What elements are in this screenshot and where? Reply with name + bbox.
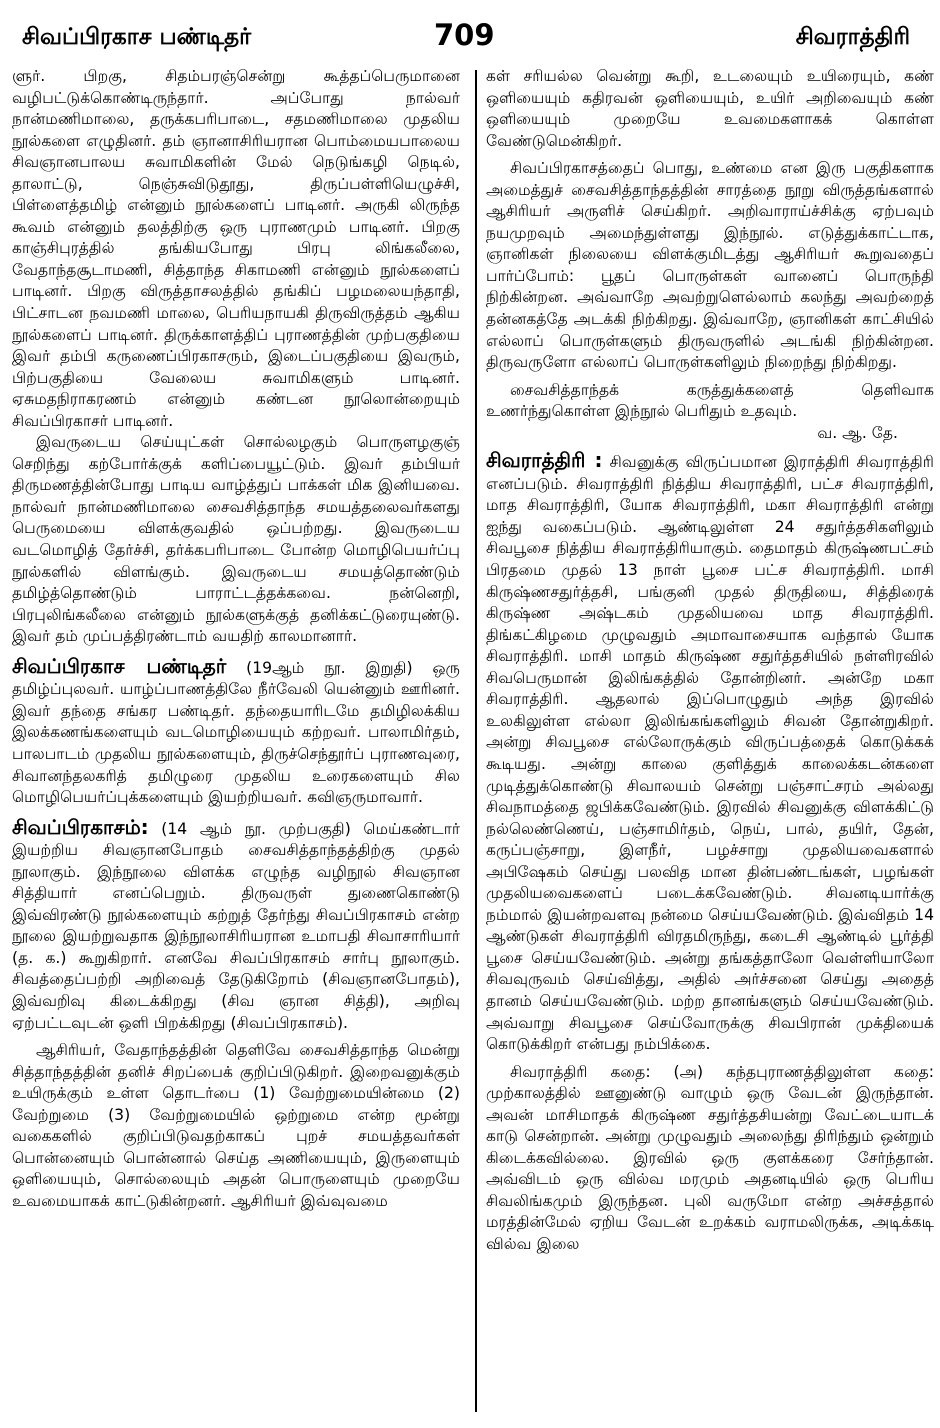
entry-heading: சிவப்பிரகாசம்: bbox=[12, 814, 149, 839]
entry-sivaprakasa-pandithar bbox=[12, 653, 460, 809]
entry-heading: சிவராத்திரி : bbox=[486, 448, 603, 473]
entry-period: (19ஆம் நூ. இறுதி) bbox=[246, 658, 413, 677]
entry-body: மெய்கண்டார் இயற்றிய சிவஞானபோதம் சைவசித்தாந்தத்திற்கு முதல் நூலாகும். இந்நூலை விளக்க எழுந்த வழிநூல் சிவஞான சித்தியார் எனப்பெறும். திருவருள் துணைகொண்டு இவ்விரண்டு நூல்களையும் கற்றுத் தேர்ந்து சிவப்பிரகாசம் என்ற நூலை இயற்றுவதாக இந்நூலாசிரியரான உமாபதி சிவாசாரியார் (த. க.) கூறுகிறார். எனவே சிவப்பிரகாசம் சார்பு நூலாகும். சிவத்தைப்பற்றி அறிவைத் தேடுகிறோம் (சிவஞானபோதம்), இவ்வறிவு கிடைக்கிறது (சிவ ஞான சித்தி), அறிவு ஏற்பட்டவுடன் ஒளி பிறக்கிறது (சிவப்பிரகாசம்). bbox=[12, 819, 460, 1032]
running-header-right: சிவராத்திரி bbox=[795, 24, 910, 50]
right-column bbox=[486, 66, 934, 1416]
paragraph: இவருடைய செய்யுட்கள் சொல்லழகும் பொருளழகுஞ் செறிந்து கற்போர்க்குக் களிப்பையூட்டும். இவர் தம்பியர் திருமணத்தின்போது பாடிய வாழ்த்துப் பாக்கள் மிக இனியவை. நால்வர் நான்மணிமாலை சைவசித்தாந்த சமயத்தலைவர்களது பெருமையை விளக்குவதில் ஒப்பற்றது. இவருடைய வடமொழித் தேர்ச்சி, தர்க்கபரிபாடை போன்ற மொழிபெயர்ப்பு நூல்களில் விளங்கும். இவருடைய சமயத்தொண்டும் தமிழ்த்தொண்டும் பாராட்டத்தக்கவை. நன்னெறி, பிரபுலிங்கலீலை என்னும் நூல்களுக்குத் தனிக்கட்டுரையுண்டு. இவர் தம் முப்பத்திரண்டாம் வயதிற் காலமானார். bbox=[12, 433, 460, 646]
entry-sivarathiri bbox=[486, 450, 934, 1055]
left-column bbox=[12, 66, 460, 1416]
entry-body: சிவனுக்கு விருப்பமான இராத்திரி சிவராத்திரி எனப்படும். சிவராத்திரி நித்திய சிவராத்திரி, பட்ச சிவராத்திரி, மாத சிவராத்திரி, யோக சிவராத்திரி, மகா சிவராத்திரி என்று ஐந்து வகைப்படும். ஆண்டிலுள்ள 24 சதுர்த்தசிகளிலும் சிவபூசை நித்திய சிவராத்திரியாகும். தைமாதம் கிருஷ்ணபட்சம் பிரதமை முதல் 13 நாள் பூசை பட்ச சிவராத்திரி. மாசி கிருஷ்ணசதுர்த்தசி, பங்குனி முதல் திருதியை, சித்திரைக் கிருஷ்ண அஷ்டகம் முதலியவை மாத சிவராத்திரி. திங்கட்கிழமை முழுவதும் அமாவாசையாக வந்தால் யோக சிவராத்திரி. மாசி மாதம் கிருஷ்ண சதுர்த்தசியில் நள்ளிரவில் சிவபெருமான் இலிங்கத்தில் தோன்றினர். அன்றே மகா சிவராத்திரி. ஆதலால் இப்பொழுதும் அந்த இரவில் உலகிலுள்ள எல்லா இலிங்கங்களிலும் சிவன் தோன்றுகிறர். அன்று சிவபூசை எல்லோருக்கும் விருப்பத்தைக் கொடுக்கக் கூடியது. அன்று காலை குளித்துக் காலைக்கடன்களை முடித்துக்கொண்டு சிவாலயம் சென்று பஞ்சாட்சரம் அல்லது சிவநாமத்தை ஜபிக்கவேண்டும். இரவில் சிவனுக்கு விளக்கிட்டு நல்லெண்ணெய், பஞ்சாமிர்தம், நெய், பால், தயிர், தேன், கருப்பஞ்சாறு, இளநீர், பழச்சாறு முதலியவைகளால் அபிஷேகம் செய்து பலவித மான தின்பண்டங்கள், பழங்கள் முதலியவைகளைப் படைக்கவேண்டும். சிவனடியார்க்கு நம்மால் இயன்றவளவு நன்மை செய்யவேண்டும். இவ்விதம் 14 ஆண்டுகள் சிவராத்திரி விரதமிருந்து, கடைசி ஆண்டில் பூர்த்தி பூசை செய்யவேண்டும். அன்று தங்கத்தாலோ வெள்ளியாலோ சிவவுருவம் செய்வித்து, அதில் அர்ச்சனை செய்து அதைத் தானம் செய்யவேண்டும். மற்ற தானங்களும் செய்யவேண்டும். அவ்வாறு சிவபூசை செய்வோருக்கு சிவபிரான் முக்தியைக் கொடுக்கிறர் என்பது நம்பிக்கை. bbox=[486, 453, 934, 1054]
page-header bbox=[0, 18, 940, 58]
paragraph bbox=[486, 380, 934, 445]
paragraph: ளுர். பிறகு, சிதம்பரஞ்சென்று கூத்தப்பெருமானை வழிபட்டுக்கொண்டிருந்தார். அப்போது நால்வர் நான்மணிமாலை, தருக்கபரிபாடை, சதமணிமாலை முதலிய நூல்களை எழுதினர். தம் ஞானாசிரியரான பொம்மையபாலைய சிவஞானபாலய சுவாமிகளின் மேல் நெடுங்கழி நெடில், தாலாட்டு, நெஞ்சுவிடுதூது, திருப்பள்ளியெழுச்சி, பிள்ளைத்தமிழ் என்னும் நூல்களைப் பாடினர். அருகி லிருந்த கூவம் என்னும் தலத்திற்கு ஒரு புராணமும் பாடினர். பிறகு காஞ்சிபுரத்தில் தங்கியபோது பிரபு லிங்கலீலை, வேதாந்தசூடாமணி, சித்தாந்த சிகாமணி என்னும் நூல்களைப் பாடினர். பிறகு விருத்தாசலத்தில் தங்கிப் பழமலையந்தாதி, பிட்சாடன நவமணி மாலை, பெரியநாயகி திருவிருத்தம் ஆகிய நூல்களைப் பாடினர். திருக்காளத்திப் புராணத்தின் முற்பகுதியை இவர் தம்பி கருணைப்பிரகாசரும், இடைப்பகுதியை இவரும், பிற்பகுதியை வேலைய சுவாமிகளும் பாடினர். ஏசுமதநிராகரணம் என்னும் கண்டன நூலொன்றையும் சிவப்பிரகாசர் பாடினர். bbox=[12, 67, 460, 430]
page-number: 709 bbox=[434, 18, 495, 52]
paragraph-text: சைவசித்தாந்தக் கருத்துக்களைத் தெளிவாக உணர்ந்துகொள்ள இந்நூல் பெரிதும் உதவும். bbox=[486, 380, 934, 421]
entry-body: ஒரு தமிழ்ப்புலவர். யாழ்ப்பாணத்திலே நீர்வேலி யென்னும் ஊரினர். இவர் தந்தை சங்கர பண்டிதர். தந்தையாரிடமே தமிழிலக்கிய இலக்கணங்களையும் வடமொழியையும் கற்றவர். பாலாமிர்தம், பாலபாடம் முதலிய நூல்களையும், திருச்செந்தூர்ப் புராணவுரை, சிவானந்தலகரித் தமிழுரை முதலிய உரைகளையும் சில மொழிபெயர்ப்புக்களையும் இயற்றியவர். கவிஞருமாவார். bbox=[12, 658, 460, 807]
column-divider bbox=[475, 70, 477, 1412]
entry-heading: சிவப்பிரகாச பண்டிதர் bbox=[12, 653, 227, 678]
running-header-left: சிவப்பிரகாச பண்டிதர் bbox=[22, 24, 252, 50]
paragraph: சிவப்பிரகாசத்தைப் பொது, உண்மை என இரு பகுதிகளாக அமைத்துச் சைவசித்தாந்தத்தின் சாரத்தை நூறு விருத்தங்களால் ஆசிரியர் அருளிச் செய்கிறர். அறிவாராய்ச்சிக்கு ஏற்பவும் நயமுறவும் அமைந்துள்ளது இந்நூல். எடுத்துக்காட்டாக, ஞானிகள் நிலையை விளக்குமிடத்து ஆசிரியர் கூறுவதைப் பார்ப்போம்: பூதப் பொருள்கள் வானைப் பொருந்தி நிற்கின்றன. அவ்வாறே அவற்றுளெல்லாம் கலந்து அவற்றைத் தன்னகத்தே அடக்கி நிற்கிறது. இவ்வாறே, ஞானிகள் காட்சியில் எல்லாப் பொருள்களும் திருவருளில் அடங்கி நிற்கின்றன. திருவருளோ எல்லாப் பொருள்களிலும் நிறைந்து நிற்கிறது. bbox=[486, 159, 934, 372]
paragraph: கள் சரியல்ல வென்று கூறி, உடலையும் உயிரையும், கண் ஒளியையும் கதிரவன் ஒளியையும், உயிர் அறிவையும் கண் ஒளியையும் முறையே உவமைகளாகக் கொள்ள வேண்டுமென்கிறர். bbox=[486, 67, 934, 150]
author-initials: வ. ஆ. தே. bbox=[817, 423, 898, 442]
entry-period: (14 ஆம் நூ. முற்பகுதி) bbox=[161, 819, 351, 838]
paragraph: ஆசிரியர், வேதாந்தத்தின் தெளிவே சைவசித்தாந்த மென்று சித்தாந்தத்தின் தனிச் சிறப்பைக் குறிப்பிடுகிறர். இறைவனுக்கும் உயிருக்கும் உள்ள தொடர்பை (1) வேற்றுமையின்மை (2) வேற்றுமை (3) வேற்றுமையில் ஒற்றுமை என்ற மூன்று வகைகளில் குறிப்பிடுவதற்காகப் புறச் சமயத்தவர்கள் பொன்னையும் பொன்னால் செய்த அணியையும், இருளையும் ஒளியையும், சொல்லையும் அதன் பொருளையும் முறையே உவமையாகக் காட்டுகின்றனர். ஆசிரியர் இவ்வுவமை bbox=[12, 1041, 460, 1210]
entry-sivaprakasam bbox=[12, 814, 460, 1034]
paragraph: சிவராத்திரி கதை: (அ) கந்தபுராணத்திலுள்ள கதை: முற்காலத்தில் ஊனுண்டு வாழும் ஒரு வேடன் இருந்தான். அவன் மாசிமாதக் கிருஷ்ண சதுர்த்தசியன்று வேட்டையாடக் காடு சென்றான். அன்று முழுவதும் அலைந்து திரிந்தும் ஒன்றும் கிடைக்கவில்லை. இரவில் ஒரு குளக்கரை சேர்ந்தான். அவ்விடம் ஒரு வில்வ மரமும் அதனடியில் ஒரு பெரிய சிவலிங்கமும் இருந்தன. புலி வருமோ என்ற அச்சத்தால் மரத்தின்மேல் ஏறிய வேடன் உறக்கம் வராமலிருக்க, அடிக்கடி வில்வ இலை bbox=[486, 1062, 934, 1253]
